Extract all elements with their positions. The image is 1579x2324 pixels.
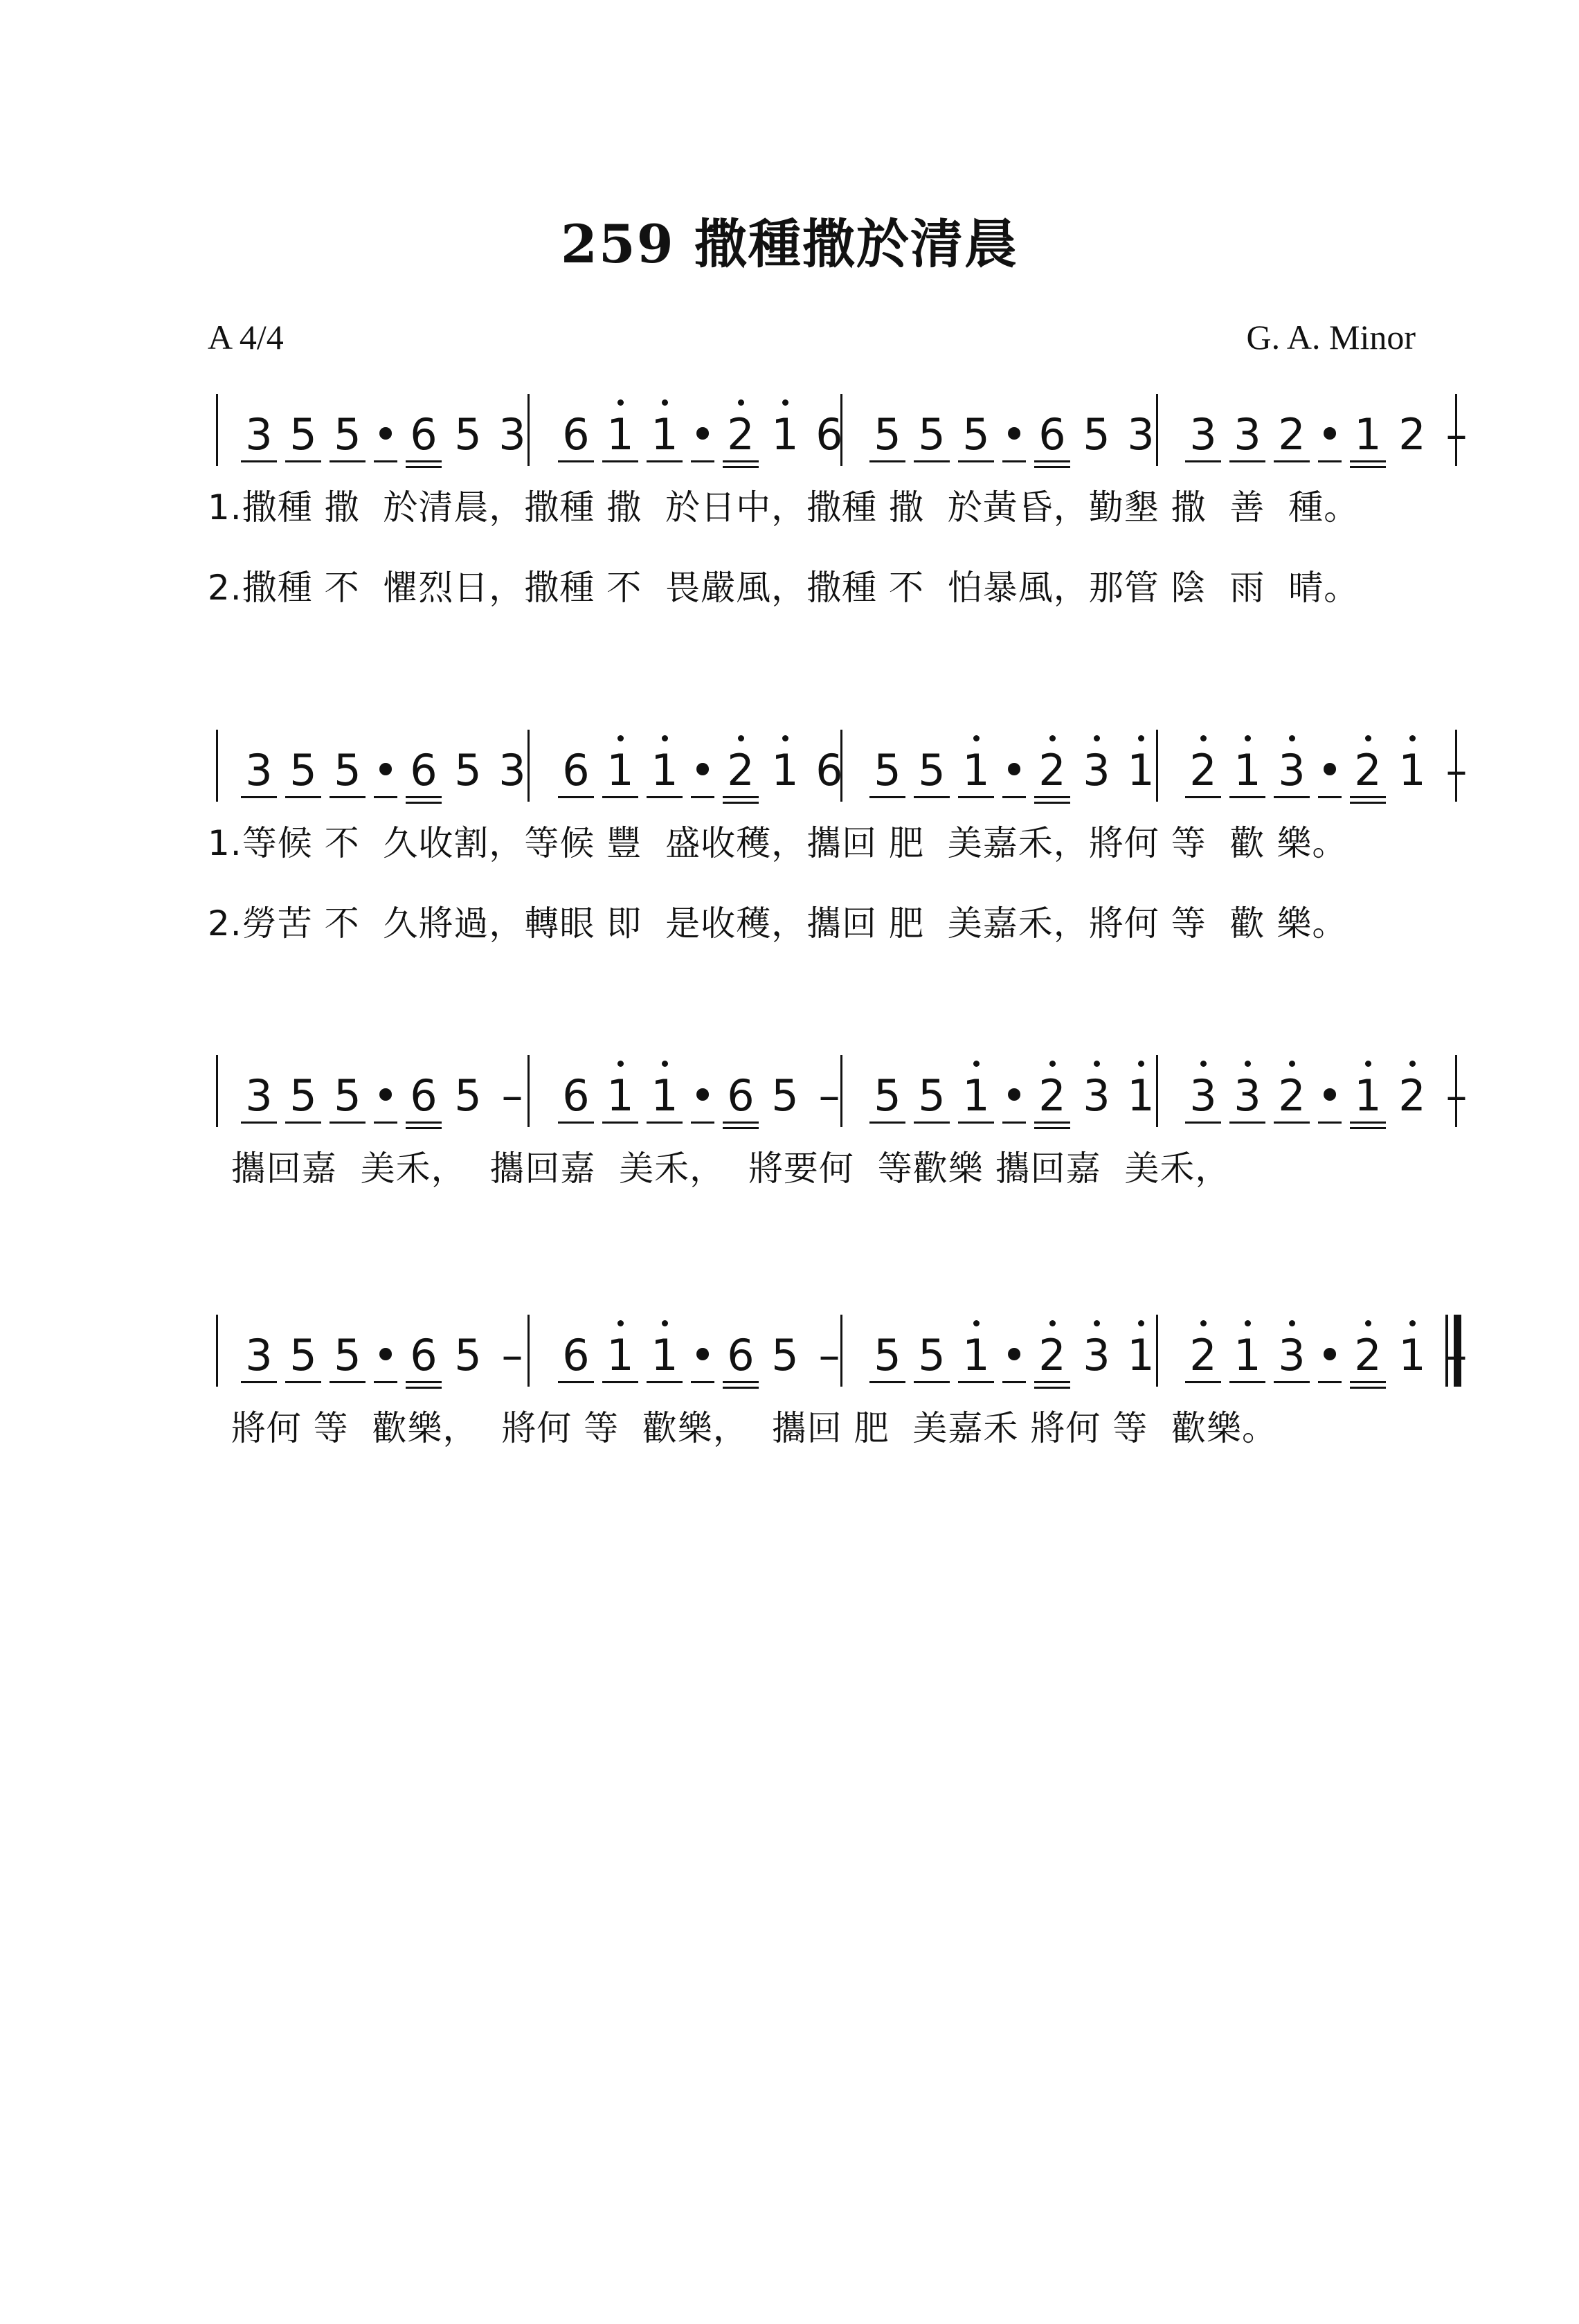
dot: •	[1314, 1045, 1346, 1128]
note: 2	[1181, 720, 1225, 803]
octave-dot	[1365, 1061, 1371, 1067]
dot: •	[687, 720, 719, 803]
note: 3	[1074, 1045, 1119, 1128]
dot: •	[370, 1045, 401, 1128]
note: 1	[598, 720, 642, 803]
note: 5	[954, 384, 998, 467]
composer: G. A. Minor	[1246, 318, 1416, 357]
note: 5	[281, 384, 325, 467]
underline	[558, 796, 594, 798]
octave-dot	[738, 399, 744, 406]
octave-dot	[1138, 1061, 1144, 1067]
note: 5	[1083, 409, 1110, 460]
underline	[914, 796, 950, 798]
octave-dot	[1245, 1061, 1251, 1067]
octave-dot	[662, 1320, 668, 1326]
measure	[1181, 720, 1479, 803]
note: 5	[454, 409, 482, 460]
underline	[241, 796, 277, 798]
note: 3	[237, 1045, 281, 1128]
underline	[1034, 1122, 1070, 1124]
underline	[285, 1381, 321, 1383]
note: 2	[1270, 1045, 1314, 1128]
barline	[216, 1315, 218, 1387]
underline	[558, 1381, 594, 1383]
octave-dot	[1409, 1320, 1416, 1326]
note: 5	[325, 720, 370, 803]
lyric-line: 攜回嘉 美禾， 攜回嘉 美禾， 將要何 等歡樂 攜回嘉 美禾，	[208, 1149, 1231, 1189]
lyrics-row	[208, 1388, 1459, 1468]
note: 6	[554, 384, 598, 467]
octave-dot	[617, 1320, 624, 1326]
underline	[1229, 460, 1265, 462]
note: 5	[910, 720, 954, 803]
note: 6	[401, 384, 446, 467]
note: 2	[1030, 720, 1074, 803]
note: 6	[401, 720, 446, 803]
underline	[1002, 460, 1026, 462]
underline	[374, 796, 397, 798]
dot: •	[1314, 384, 1346, 467]
octave-dot	[1289, 1320, 1295, 1326]
underline	[374, 1122, 397, 1124]
octave-dot	[973, 1320, 980, 1326]
dash: –	[501, 1070, 523, 1121]
underline	[406, 1381, 442, 1383]
underline	[869, 1122, 905, 1124]
underline	[1229, 796, 1265, 798]
underline	[1274, 1122, 1310, 1124]
note: 6	[554, 1305, 598, 1388]
measure	[237, 384, 534, 467]
underline	[1034, 796, 1070, 798]
underline	[330, 1381, 366, 1383]
note: 2	[719, 720, 763, 803]
note: 3	[1074, 720, 1119, 803]
underline	[691, 1122, 714, 1124]
octave-dot	[1094, 735, 1100, 741]
octave-dot	[973, 735, 980, 741]
staff-line	[216, 720, 1468, 803]
underline	[1185, 796, 1221, 798]
note: 3	[1181, 384, 1225, 467]
lyrics-row	[208, 883, 1459, 964]
note: 2	[1398, 409, 1426, 460]
underline	[1318, 796, 1342, 798]
underline	[1274, 1381, 1310, 1383]
note: 1	[763, 720, 807, 803]
staff-line	[216, 1045, 1468, 1128]
note: 3	[237, 384, 281, 467]
lyric-line: 將何 等 歡樂， 將何 等 歡樂， 攜回 肥 美嘉禾 將何 等 歡樂。	[208, 1408, 1277, 1448]
lyric-line: 2.撒種 不 懼烈日，撒種 不 畏嚴風，撒種 不 怕暴風，那管 陰 雨 晴。	[208, 568, 1360, 608]
barline	[216, 1055, 218, 1127]
dash: –	[1445, 1070, 1468, 1121]
octave-dot	[617, 1061, 624, 1067]
note: 2	[1390, 1045, 1434, 1128]
dot: •	[1314, 1305, 1346, 1388]
underline	[374, 460, 397, 462]
underline	[330, 796, 366, 798]
dot: •	[370, 1305, 401, 1388]
note: 3	[1181, 1045, 1225, 1128]
underline	[958, 1122, 994, 1124]
underline	[1185, 460, 1221, 462]
underline	[691, 1381, 714, 1383]
measure	[554, 1305, 851, 1388]
underline	[1318, 1381, 1342, 1383]
note: 3	[237, 1305, 281, 1388]
underline	[914, 1122, 950, 1124]
note: 2	[1270, 384, 1314, 467]
octave-dot	[1409, 1061, 1416, 1067]
measure	[237, 1045, 534, 1128]
measure	[554, 1045, 851, 1128]
underline	[1318, 460, 1342, 462]
note: 1	[954, 720, 998, 803]
note: 5	[771, 1070, 799, 1121]
note: 1	[1346, 384, 1390, 467]
lyrics-row	[208, 467, 1459, 548]
note: 1	[598, 384, 642, 467]
system-3	[208, 1045, 1468, 1209]
dot: •	[687, 384, 719, 467]
underline	[723, 796, 759, 798]
lyric-line: 2.勞苦 不 久將過，轉眼 即 是收穫，攜回 肥 美嘉禾，將何 等 歡 樂。	[208, 903, 1348, 944]
lyric-line: 1.撒種 撒 於清晨，撒種 撒 於日中，撒種 撒 於黃昏，勤墾 撒 善 種。	[208, 487, 1360, 528]
underline	[1350, 460, 1386, 462]
lyrics-row	[208, 548, 1459, 628]
octave-dot	[1094, 1320, 1100, 1326]
underline	[869, 796, 905, 798]
octave-dot	[1245, 735, 1251, 741]
dot: •	[370, 384, 401, 467]
underline	[869, 1381, 905, 1383]
dot: •	[998, 720, 1030, 803]
octave-dot	[662, 399, 668, 406]
lyrics-row	[208, 803, 1459, 883]
octave-dot	[738, 735, 744, 741]
note: 1	[598, 1045, 642, 1128]
note: 1	[642, 1305, 687, 1388]
note: 3	[237, 720, 281, 803]
underline	[1002, 1381, 1026, 1383]
octave-dot	[1049, 1061, 1056, 1067]
underline	[285, 796, 321, 798]
underline	[1002, 1122, 1026, 1124]
note: 6	[1030, 384, 1074, 467]
note: 5	[865, 1045, 910, 1128]
note: 1	[1119, 1045, 1163, 1128]
note: 2	[1030, 1045, 1074, 1128]
octave-dot	[1200, 1320, 1207, 1326]
note: 3	[1225, 1045, 1270, 1128]
note: 1	[642, 720, 687, 803]
system-1	[208, 384, 1468, 628]
dash: –	[1445, 745, 1468, 795]
octave-dot	[1365, 1320, 1371, 1326]
underline	[602, 1381, 638, 1383]
staff-line	[216, 384, 1468, 467]
octave-dot	[782, 735, 788, 741]
dot: •	[687, 1045, 719, 1128]
note: 2	[719, 384, 763, 467]
underline	[869, 460, 905, 462]
measure	[237, 720, 534, 803]
note: 6	[401, 1305, 446, 1388]
underline	[285, 1122, 321, 1124]
underline	[1318, 1122, 1342, 1124]
barline	[216, 730, 218, 802]
system-2	[208, 720, 1468, 964]
note: 5	[865, 384, 910, 467]
measure	[554, 720, 851, 803]
note: 5	[454, 745, 482, 795]
underline	[406, 1122, 442, 1124]
note: 2	[1346, 720, 1390, 803]
underline	[1274, 796, 1310, 798]
underline	[958, 460, 994, 462]
dash: –	[1445, 409, 1468, 460]
note: 6	[401, 1045, 446, 1128]
underline	[1034, 460, 1070, 462]
underline	[647, 1381, 683, 1383]
octave-dot	[662, 735, 668, 741]
underline	[602, 1122, 638, 1124]
octave-dot	[1409, 735, 1416, 741]
octave-dot	[1200, 735, 1207, 741]
staff-line	[216, 1305, 1468, 1388]
dot: •	[687, 1305, 719, 1388]
underline	[1350, 1122, 1386, 1124]
note: 3	[1074, 1305, 1119, 1388]
note: 6	[719, 1305, 763, 1388]
dash: –	[818, 1330, 840, 1380]
octave-dot	[617, 399, 624, 406]
underline	[723, 1381, 759, 1383]
underline	[1229, 1122, 1265, 1124]
octave-dot	[617, 735, 624, 741]
note: 1	[1346, 1045, 1390, 1128]
note: 6	[719, 1045, 763, 1128]
system-4	[208, 1305, 1468, 1468]
note: 5	[910, 1305, 954, 1388]
note: 1	[642, 1045, 687, 1128]
dot: •	[998, 384, 1030, 467]
measure	[554, 384, 851, 467]
octave-dot	[662, 1061, 668, 1067]
underline	[958, 796, 994, 798]
underline	[723, 1122, 759, 1124]
octave-dot	[782, 399, 788, 406]
note: 2	[1346, 1305, 1390, 1388]
measure	[865, 384, 1163, 467]
underline	[602, 460, 638, 462]
note: 5	[325, 1305, 370, 1388]
underline	[285, 460, 321, 462]
dot: •	[998, 1045, 1030, 1128]
underline	[241, 460, 277, 462]
note: 5	[865, 1305, 910, 1388]
measure	[1181, 1305, 1479, 1388]
note: 1	[954, 1045, 998, 1128]
note: 5	[865, 720, 910, 803]
underline	[1185, 1122, 1221, 1124]
underline	[1274, 460, 1310, 462]
underline	[723, 460, 759, 462]
octave-dot	[1138, 1320, 1144, 1326]
underline	[691, 460, 714, 462]
note: 5	[281, 1045, 325, 1128]
octave-dot	[1365, 735, 1371, 741]
octave-dot	[1200, 1061, 1207, 1067]
note: 6	[554, 720, 598, 803]
underline	[958, 1381, 994, 1383]
note: 5	[281, 720, 325, 803]
note: 2	[1030, 1305, 1074, 1388]
note: 2	[1181, 1305, 1225, 1388]
note: 1	[598, 1305, 642, 1388]
underline	[558, 1122, 594, 1124]
page-title: 259 撒種撒於清晨	[560, 213, 1019, 275]
note: 5	[910, 384, 954, 467]
note: 5	[281, 1305, 325, 1388]
underline	[406, 460, 442, 462]
measure	[237, 1305, 534, 1388]
note: 3	[1127, 409, 1155, 460]
octave-dot	[1289, 735, 1295, 741]
note: 5	[910, 1045, 954, 1128]
dot: •	[1314, 720, 1346, 803]
dot: •	[370, 720, 401, 803]
note: 1	[1390, 1305, 1434, 1388]
octave-dot	[1245, 1320, 1251, 1326]
measure	[865, 1045, 1163, 1128]
underline	[691, 796, 714, 798]
octave-dot	[1049, 735, 1056, 741]
underline	[1034, 1381, 1070, 1383]
note: 6	[815, 745, 843, 795]
underline	[914, 460, 950, 462]
note: 3	[1270, 720, 1314, 803]
underline	[647, 460, 683, 462]
octave-dot	[1289, 1061, 1295, 1067]
octave-dot	[973, 1061, 980, 1067]
note: 1	[1225, 1305, 1270, 1388]
note: 5	[454, 1070, 482, 1121]
note: 5	[454, 1330, 482, 1380]
underline	[647, 796, 683, 798]
lyrics-row	[208, 1128, 1459, 1209]
note: 1	[1119, 720, 1163, 803]
note: 3	[498, 409, 526, 460]
note: 3	[1225, 384, 1270, 467]
measure	[1181, 1045, 1479, 1128]
underline	[1350, 1381, 1386, 1383]
note: 6	[554, 1045, 598, 1128]
dash: –	[818, 1070, 840, 1121]
dot: •	[998, 1305, 1030, 1388]
octave-dot	[1049, 1320, 1056, 1326]
note: 3	[498, 745, 526, 795]
dash: –	[1445, 1330, 1468, 1380]
underline	[1002, 796, 1026, 798]
barline	[216, 394, 218, 466]
note: 5	[325, 384, 370, 467]
note: 5	[325, 1045, 370, 1128]
measure	[865, 1305, 1163, 1388]
note: 1	[642, 384, 687, 467]
note: 5	[771, 1330, 799, 1380]
note: 1	[1119, 1305, 1163, 1388]
underline	[602, 796, 638, 798]
octave-dot	[1094, 1061, 1100, 1067]
note: 1	[1225, 720, 1270, 803]
octave-dot	[1138, 735, 1144, 741]
dash: –	[501, 1330, 523, 1380]
underline	[1229, 1381, 1265, 1383]
underline	[374, 1381, 397, 1383]
measure	[865, 720, 1163, 803]
underline	[241, 1122, 277, 1124]
lyric-line: 1.等候 不 久收割，等候 豐 盛收穫，攜回 肥 美嘉禾，將何 等 歡 樂。	[208, 823, 1348, 863]
note: 3	[1270, 1305, 1314, 1388]
underline	[406, 796, 442, 798]
underline	[914, 1381, 950, 1383]
underline	[1185, 1381, 1221, 1383]
note: 1	[763, 384, 807, 467]
note: 1	[954, 1305, 998, 1388]
key-signature: A 4/4	[208, 318, 284, 357]
note: 6	[815, 409, 843, 460]
underline	[1350, 796, 1386, 798]
note: 1	[1390, 720, 1434, 803]
measure	[1181, 384, 1479, 467]
underline	[558, 460, 594, 462]
underline	[330, 1122, 366, 1124]
underline	[241, 1381, 277, 1383]
underline	[330, 460, 366, 462]
underline	[647, 1122, 683, 1124]
